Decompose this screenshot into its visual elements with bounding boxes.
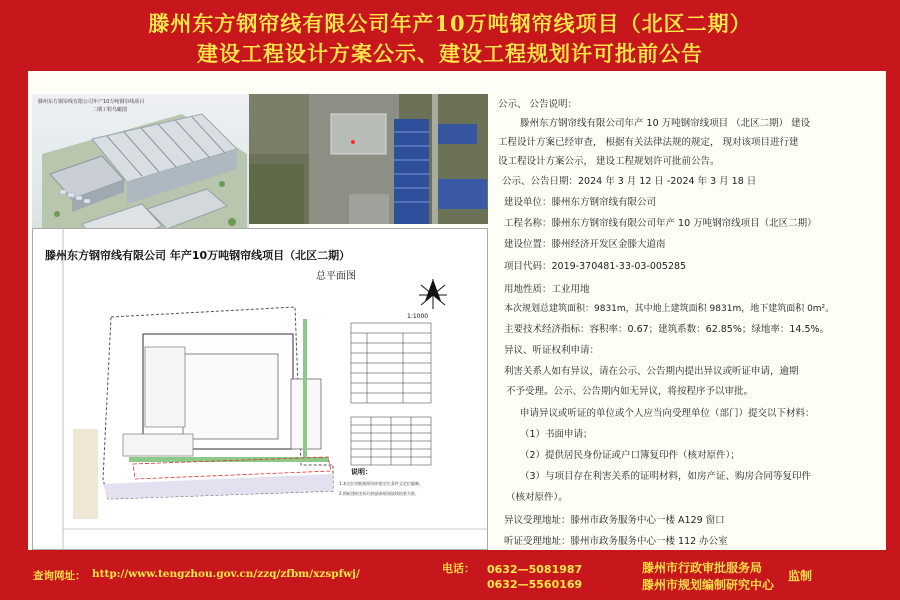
notice-hearing-address: 听证受理地址：滕州市政务服务中心一楼 112 办公室 (504, 536, 728, 547)
notice-land: 用地性质：工业用地 (504, 284, 590, 295)
notice-material-1: （1）书面申请； (520, 429, 593, 440)
title-line-2: 建设工程设计方案公示、建设工程规划许可批前公告 (197, 41, 703, 66)
organization-1: 滕州市行政审批服务局 (642, 561, 763, 575)
plan-scale: 1:1000 (407, 313, 429, 320)
query-url-link[interactable]: http://www.tengzhou.gov.cn/zzq/zfbm/xzspfwj/ (92, 568, 360, 580)
plan-title: 滕州东方钢帘线有限公司 年产10万吨钢帘线项目（北区二期） (45, 249, 351, 262)
notice-para1-line3: 设工程设计方案公示， 建设工程规划许可批前公告。 (498, 156, 720, 167)
notice-rights-heading: 异议、听证权利申请： (504, 345, 600, 356)
satellite-graphic (249, 94, 488, 224)
rendering-caption-2: 二期工程鸟瞰图 (92, 107, 128, 113)
notice-rights-line2: 不予受理。公示、公告期内如无异议，将按程序予以审批。 (506, 386, 754, 397)
plan-note-2: 2.图纸建筑坐标均按最新规划放线结果为准。 (339, 491, 419, 496)
phone-label: 电话： (442, 562, 475, 575)
image-column (28, 71, 488, 550)
organization-2: 滕州市规划编制研究中心 (642, 578, 775, 592)
page-footer (0, 550, 900, 600)
title-line-1: 滕州东方钢帘线有限公司年产10万吨钢帘线项目（北区二期） (148, 11, 752, 36)
supervised-by-label: 监制 (788, 569, 813, 583)
plan-subtitle: 总平面图 (316, 271, 356, 282)
notice-material-3-line1: （3）与项目存在利害关系的证明材料，如房产证、购房合同等复印件 (520, 471, 812, 482)
notice-indicators: 主要技术经济指标：容积率：0.67；建筑系数：62.85%；绿地率：14.5%。 (504, 324, 830, 335)
notice-heading: 公示、 公告说明： (498, 99, 578, 110)
plan-note-1: 1.本定位图根据规划审批定位条件文定位编制， (339, 481, 423, 486)
notice-code: 项目代码：2019-370481-33-03-005285 (504, 261, 687, 272)
phone-number-1: 0632—5081987 (487, 563, 583, 576)
rendering-caption: 滕州东方钢帘线有限公司年产10万吨钢帘线项目 (38, 99, 145, 105)
notice-materials: 申请异议或听证的单位或个人应当向受理单位（部门）提交以下材料： (520, 408, 815, 419)
north-arrow-icon (419, 279, 447, 309)
phone-number-2: 0632—5560169 (487, 578, 583, 591)
satellite-image (249, 94, 488, 224)
notice-project: 工程名称：滕州东方钢帘线有限公司年产 10 万吨钢帘线项目（北区二期） (504, 218, 817, 229)
plan-notes-heading: 说明： (351, 468, 372, 476)
notice-location: 建设位置：滕州经济开发区金滕大道南 (504, 239, 666, 250)
query-url-label: 查询网址： (33, 570, 86, 582)
notice-material-3-line2: （核对原件）。 (506, 492, 568, 503)
notice-para1-line2: 工程设计方案已经审查， 根据有关法律法规的规定， 现对该项目进行建 (498, 137, 799, 148)
page-header (0, 0, 900, 70)
notice-rights-line1: 利害关系人如有异议，请在公示、公告期内提出异议或听证申请，逾期 (504, 366, 799, 377)
notice-date: 公示、公告日期：2024 年 3 月 12 日 -2024 年 3 月 18 日 (502, 176, 757, 187)
content-panel (28, 71, 886, 550)
notice-objection-address: 异议受理地址：滕州市政务服务中心一楼 A129 窗口 (504, 515, 725, 526)
site-plan-drawing (32, 228, 488, 550)
notice-unit: 建设单位：滕州东方钢帘线有限公司 (504, 197, 657, 208)
notice-area: 本次规划总建筑面积：9831m，其中地上建筑面积 9831m，地下建筑面积 0m²。 (504, 304, 835, 314)
notice-para1-line1: 滕州东方钢帘线有限公司年产 10 万吨钢帘线项目 （北区二期） 建设 (520, 118, 811, 129)
notice-material-2: （2）提供居民身份证或户口簿复印件（核对原件）； (520, 450, 740, 461)
site-plan-graphic (33, 229, 488, 550)
